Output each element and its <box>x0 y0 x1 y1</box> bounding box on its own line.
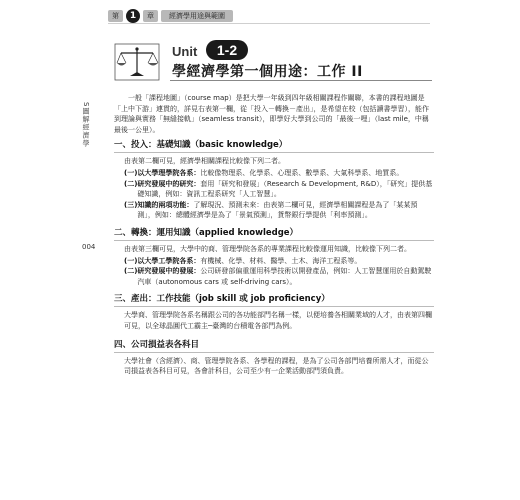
unit-title: 學經濟學第一個用途：工作 II <box>172 64 363 80</box>
section-intro: 由表第三欄可見，大學中的商、管理學院各系的專業課程比較像運用知識，比較像下列二者。 <box>124 244 411 253</box>
item-label: 以大學工學院各系： <box>137 256 201 265</box>
section-intro: 大學社會（含經濟）、商、管理學院各系、各學程的課程，是為了公司各部門培養所需人才，而從公司損益表各科目可見，各會計科目，公司至少有一企業活動部門須負責。 <box>124 356 429 376</box>
list-item <box>114 179 434 200</box>
chapter-suffix: 章 <box>143 10 158 22</box>
item-text: 公司研發部偏重運用科學技術以開發產品，例如：人工智慧運用於自動駕駛汽車（autonomous cars 或 self-driving cars）。 <box>137 267 432 286</box>
list-item <box>114 256 434 267</box>
chapter-title: 經濟學用途與範圍 <box>161 10 233 22</box>
title-underline <box>170 80 432 81</box>
unit-number-badge: 1-2 <box>206 40 248 60</box>
section-heading: 三、產出：工作技能（job skill 或 job proficiency） <box>114 293 434 307</box>
section-income-statement <box>114 339 434 377</box>
book-side-label: S圖解經濟學 <box>82 102 90 148</box>
item-text: 了解現況、預測未來：由表第二欄可見，經濟學相關課程是為了「某某預測」，例如：總體經濟學是為了「景氣預測」，貨幣銀行學提供「利率預測」。 <box>137 200 418 220</box>
item-text: 有機械、化學、材料、醫學、土木、海洋工程系等。 <box>200 256 362 265</box>
section-transformation <box>114 227 434 287</box>
item-marker: (一) <box>124 256 138 265</box>
page-body <box>114 93 434 378</box>
section-intro: 由表第二欄可見，經濟學相關課程比較像下列二者。 <box>124 157 285 166</box>
item-label: 研究發展中的研究： <box>137 179 201 188</box>
chapter-tab <box>108 9 233 23</box>
section-outputs <box>114 293 434 331</box>
item-text: 比較像物理系、化學系、心理系、數學系、大氣科學系、地質系。 <box>200 168 404 177</box>
intro-paragraph: 一般「課程地圖」（course map）是把大學一年級到四年級相關課程作關聯，本書的課程地圖是「上中下游」連貫的，詳見右表第一欄，從「投入－轉換－產出」，是希望在校（包括讀書學習），能作到理論與實務「無縫接軌」（seamless transit），即學好大學到公司的「最後一哩」（last mile，中稱最後一公里）。 <box>114 94 429 134</box>
section-inputs <box>114 139 434 221</box>
chapter-number-badge: 1 <box>126 9 140 23</box>
item-marker: (一) <box>124 168 138 177</box>
list-item <box>114 266 434 287</box>
section-heading: 四、公司損益表各科目 <box>114 339 434 353</box>
item-marker: (二) <box>124 179 138 188</box>
item-marker: (二) <box>124 267 138 276</box>
list-item <box>114 168 434 179</box>
chapter-prefix: 第 <box>108 10 123 22</box>
header-divider <box>108 23 430 24</box>
list-item <box>114 200 434 221</box>
section-intro: 大學商、管理學院各系名稱跟公司的各功能部門名稱一樣，以便培養各相關業域的人才，由表第四欄可見，以全球晶圓代工霸主─臺灣的台積電各部門為例。 <box>124 311 432 330</box>
unit-label: Unit <box>172 44 198 59</box>
item-marker: (三) <box>124 200 138 209</box>
section-heading: 一、投入：基礎知識（basic knowledge） <box>114 139 434 153</box>
item-label: 研究發展中的發展： <box>137 267 201 276</box>
page-number: 004 <box>82 243 96 251</box>
balance-scale-icon <box>114 43 160 81</box>
item-label: 知識的兩項功能： <box>137 200 194 209</box>
item-text: 套用「研究和發展」（Research & Development, R&D），「研究」提供基礎知識，例如：資訊工程系研究「人工智慧」。 <box>137 179 433 199</box>
item-label: 以大學理學院各系： <box>137 168 201 177</box>
section-heading: 二、轉換：運用知識（applied knowledge） <box>114 227 434 241</box>
